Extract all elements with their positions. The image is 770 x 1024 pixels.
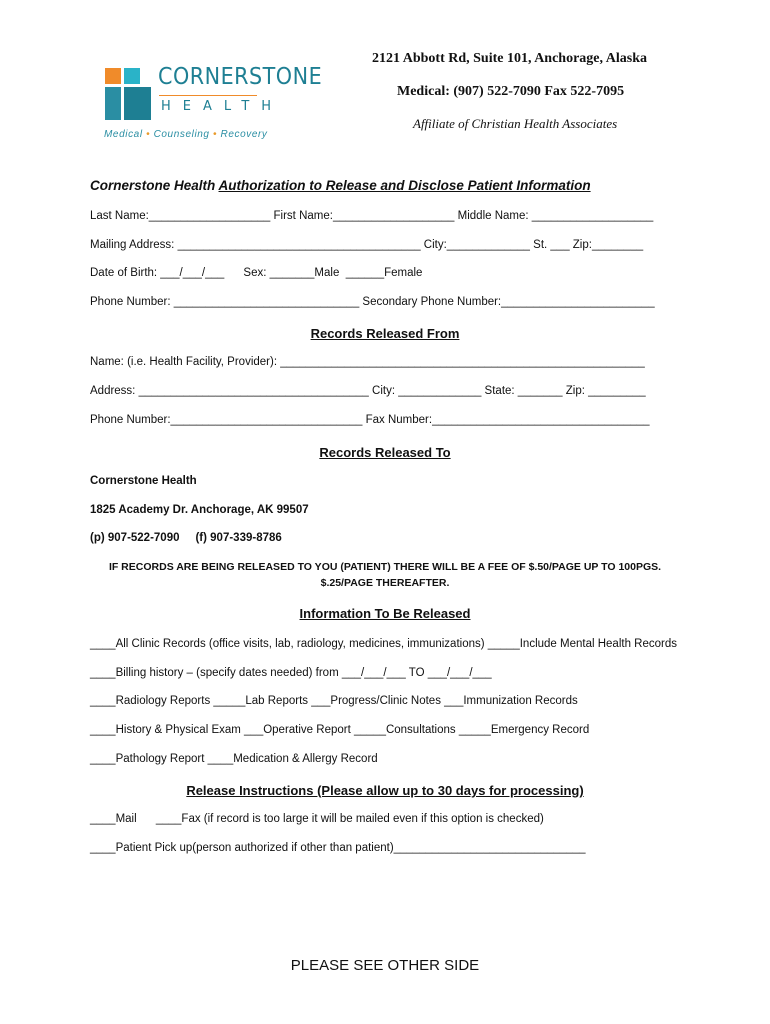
logo-divider <box>159 95 257 96</box>
info-heading: Information To Be Released <box>299 606 471 621</box>
patient-name-line[interactable]: Last Name:___________________ First Name:___________________ Middle Name: ___________________ <box>90 210 654 222</box>
released-to-heading: Records Released To <box>319 445 451 460</box>
affiliate-line: Affiliate of Christian Health Associates <box>413 116 618 131</box>
footer-note: PLEASE SEE OTHER SIDE <box>290 957 480 974</box>
logo-orange-square <box>105 68 121 84</box>
address-line-1: 2121 Abbott Rd, Suite 101, Anchorage, Alaska <box>372 51 647 66</box>
logo <box>104 64 323 146</box>
released-to-org: Cornerstone Health <box>90 475 197 487</box>
logo-brand-text: CORNERSTONE <box>158 64 323 90</box>
released-to-phones: (p) 907-522-7090 (f) 907-339-8786 <box>90 532 282 544</box>
release-pickup-line[interactable]: ____Patient Pick up(person authorized if other than patient)______________________________ <box>90 842 586 854</box>
info-history-line[interactable]: ____History & Physical Exam ___Operative Report _____Consultations _____Emergency Record <box>90 724 590 736</box>
released-from-address-line[interactable]: Address: ____________________________________ City: _____________ State: _______ Zip: _________ <box>90 385 646 397</box>
logo-teal-square-top <box>124 68 140 84</box>
address-line-2: Medical: (907) 522-7090 Fax 522-7095 <box>397 84 625 99</box>
info-billing-line[interactable]: ____Billing history – (specify dates needed) from ___/___/___ TO ___/___/___ <box>90 667 492 679</box>
logo-teal-bar-right <box>124 87 151 120</box>
released-from-phone-line[interactable]: Phone Number:______________________________ Fax Number:__________________________________ <box>90 414 650 426</box>
logo-sub-text: HEALTH <box>161 99 284 114</box>
patient-dob-sex-line[interactable]: Date of Birth: ___/___/___ Sex: _______Male ______Female <box>90 267 423 279</box>
info-clinic-records-line[interactable]: ____All Clinic Records (office visits, lab, radiology, medicines, immunizations) _____Include Mental Health Records <box>90 638 677 650</box>
release-mail-fax-line[interactable]: ____Mail ____Fax (if record is too large it will be mailed even if this option is checked) <box>90 813 544 825</box>
fee-notice-line-2: $.25/PAGE THEREAFTER. <box>320 577 450 589</box>
released-to-address: 1825 Academy Dr. Anchorage, AK 99507 <box>90 504 309 516</box>
patient-address-line[interactable]: Mailing Address: ______________________________________ City:_____________ St. ___ Zip:________ <box>90 239 644 251</box>
patient-phone-line[interactable]: Phone Number: _____________________________ Secondary Phone Number:________________________ <box>90 296 655 308</box>
form-title-org: Cornerstone Health <box>90 178 216 193</box>
logo-teal-bar-left <box>105 87 121 120</box>
form-title-main: Authorization to Release and Disclose Patient Information <box>218 178 591 193</box>
info-radiology-line[interactable]: ____Radiology Reports _____Lab Reports ___Progress/Clinic Notes ___Immunization Records <box>90 695 578 707</box>
release-heading: Release Instructions (Please allow up to 30 days for processing) <box>186 783 584 798</box>
logo-tagline: Medical • Counseling • Recovery <box>104 129 268 140</box>
form-title <box>90 178 591 193</box>
fee-notice-line-1: IF RECORDS ARE BEING RELEASED TO YOU (PATIENT) THERE WILL BE A FEE OF $.50/PAGE UP TO 100PGS. <box>108 561 662 573</box>
released-from-heading: Records Released From <box>310 326 460 341</box>
released-from-name-line[interactable]: Name: (i.e. Health Facility, Provider): _________________________________________________________ <box>90 356 645 368</box>
info-pathology-line[interactable]: ____Pathology Report ____Medication & Allergy Record <box>90 753 378 765</box>
